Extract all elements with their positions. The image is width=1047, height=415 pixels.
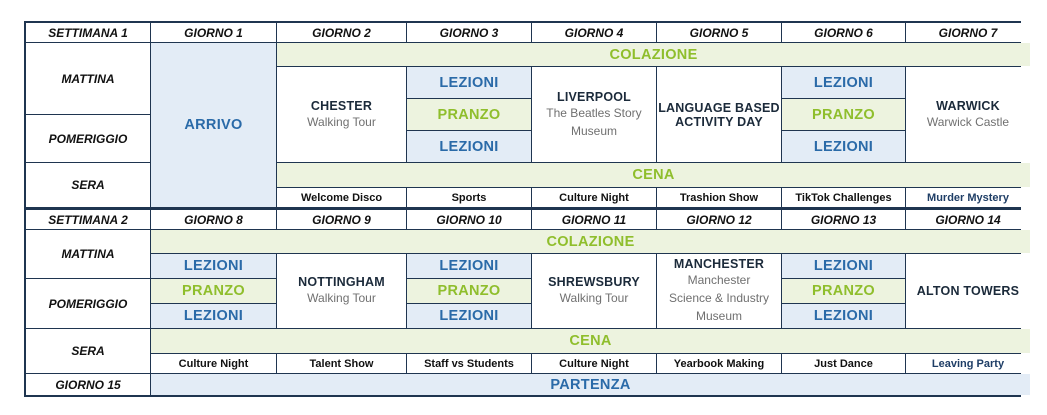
row-label-pomeriggio: POMERIGGIO [26, 279, 150, 328]
trip-nottingham [277, 254, 406, 328]
breakfast-banner: COLAZIONE [151, 230, 1030, 253]
trip-manchester [657, 254, 781, 328]
lessons-cell: LEZIONI [407, 131, 531, 162]
lessons-cell: LEZIONI [151, 254, 276, 278]
evening-activity: Leaving Party [906, 354, 1030, 373]
arrival-cell: ARRIVO [151, 43, 276, 207]
lunch-cell: PRANZO [407, 279, 531, 303]
dinner-banner: CENA [151, 329, 1030, 353]
row-label-giorno-15: GIORNO 15 [26, 374, 150, 395]
evening-activity: Just Dance [782, 354, 905, 373]
row-label-mattina: MATTINA [26, 43, 150, 114]
trip-title: NOTTINGHAM [298, 275, 385, 289]
evening-activity: Trashion Show [657, 188, 781, 207]
trip-shrewsbury [532, 254, 656, 328]
lessons-cell: LEZIONI [407, 254, 531, 278]
day-header: GIORNO 11 [532, 210, 656, 229]
trip-subtitle: Museum [570, 123, 617, 138]
trip-subtitle: Walking Tour [307, 114, 376, 129]
lessons-cell: LEZIONI [782, 254, 905, 278]
week-header: SETTIMANA 2 [26, 210, 150, 229]
departure-cell: PARTENZA [151, 374, 1030, 395]
trip-title: LIVERPOOL [556, 89, 632, 104]
trip-title: LANGUAGE BASED [658, 100, 780, 115]
lunch-cell: PRANZO [782, 99, 905, 130]
lunch-cell: PRANZO [407, 99, 531, 130]
trip-subtitle: Walking Tour [559, 291, 629, 305]
evening-activity: Culture Night [532, 354, 656, 373]
day-header: GIORNO 3 [407, 23, 531, 42]
day3-slots [407, 67, 531, 162]
trip-alton-towers [906, 254, 1030, 328]
day-header: GIORNO 8 [151, 210, 276, 229]
day-header: GIORNO 12 [657, 210, 781, 229]
trip-liverpool [532, 67, 656, 162]
lessons-cell: LEZIONI [407, 304, 531, 328]
evening-activity: Yearbook Making [657, 354, 781, 373]
lunch-cell: PRANZO [151, 279, 276, 303]
evening-activity: Welcome Disco [277, 188, 406, 207]
trip-subtitle: Walking Tour [307, 291, 376, 305]
trip-warwick [906, 67, 1030, 162]
lessons-cell: LEZIONI [782, 304, 905, 328]
trip-subtitle: Science & Industry [668, 291, 770, 305]
dinner-banner: CENA [277, 163, 1030, 187]
trip-subtitle: Warwick Castle [926, 114, 1010, 129]
trip-subtitle: Museum [695, 309, 742, 323]
week-header: SETTIMANA 1 [26, 23, 150, 42]
trip-title: WARWICK [936, 98, 1000, 113]
week-2-schedule-table [24, 208, 1021, 397]
day6-slots [782, 67, 905, 162]
evening-activity: Staff vs Students [407, 354, 531, 373]
evening-activity: Sports [407, 188, 531, 207]
evening-activity: Murder Mystery [906, 188, 1030, 207]
day-header: GIORNO 13 [782, 210, 905, 229]
trip-title: ALTON TOWERS [916, 284, 1020, 298]
row-label-sera: SERA [26, 163, 150, 207]
day-header: GIORNO 10 [407, 210, 531, 229]
day-header: GIORNO 4 [532, 23, 656, 42]
trip-title: MANCHESTER [673, 257, 765, 271]
trip-chester [277, 67, 406, 162]
week-1-schedule-table [24, 21, 1021, 209]
row-label-mattina: MATTINA [26, 230, 150, 278]
trip-title: ACTIVITY DAY [675, 114, 763, 129]
row-label-pomeriggio: POMERIGGIO [26, 115, 150, 162]
row-label-sera: SERA [26, 329, 150, 373]
evening-activity: Culture Night [532, 188, 656, 207]
trip-title: CHESTER [310, 98, 373, 113]
evening-activity: Talent Show [277, 354, 406, 373]
day-header: GIORNO 2 [277, 23, 406, 42]
lessons-cell: LEZIONI [782, 131, 905, 162]
trip-title: SHREWSBURY [548, 275, 640, 289]
lunch-cell: PRANZO [782, 279, 905, 303]
lessons-cell: LEZIONI [151, 304, 276, 328]
lessons-cell: LEZIONI [407, 67, 531, 98]
trip-subtitle: Manchester [687, 273, 751, 287]
day-header: GIORNO 7 [906, 23, 1030, 42]
breakfast-banner: COLAZIONE [277, 43, 1030, 66]
day-header: GIORNO 9 [277, 210, 406, 229]
lessons-cell: LEZIONI [782, 67, 905, 98]
activity-day [657, 67, 781, 162]
day-header: GIORNO 14 [906, 210, 1030, 229]
evening-activity: Culture Night [151, 354, 276, 373]
trip-subtitle: The Beatles Story [546, 105, 642, 120]
day-header: GIORNO 6 [782, 23, 905, 42]
day-header: GIORNO 5 [657, 23, 781, 42]
evening-activity: TikTok Challenges [782, 188, 905, 207]
day-header: GIORNO 1 [151, 23, 276, 42]
